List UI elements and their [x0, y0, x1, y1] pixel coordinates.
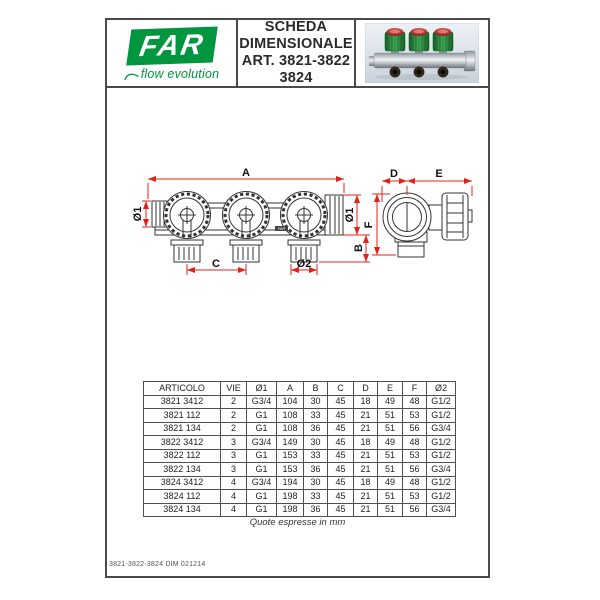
table-cell: 45 [328, 503, 354, 517]
table-header-cell: E [378, 382, 403, 396]
table-cell: 149 [277, 436, 304, 450]
far-logo-text: FAR [136, 27, 207, 63]
dim-label-a: A [242, 167, 250, 179]
table-cell: G3/4 [247, 476, 277, 490]
side-outlet [398, 242, 424, 257]
table-cell: 18 [354, 395, 378, 409]
table-cell: 198 [277, 490, 304, 504]
table-cell: 3 [221, 436, 247, 450]
table-cell: 30 [304, 395, 328, 409]
table-cell: 51 [378, 449, 403, 463]
table-cell: 45 [328, 449, 354, 463]
table-cell: G1 [247, 422, 277, 436]
table-cell: 30 [304, 436, 328, 450]
table-cell: 48 [403, 476, 427, 490]
table-cell: 48 [403, 436, 427, 450]
table-row [144, 503, 456, 517]
valve-front [281, 192, 328, 239]
table-cell: 3821 134 [144, 422, 221, 436]
table-cell: 33 [304, 409, 328, 423]
table-cell: 104 [277, 395, 304, 409]
side-knob [442, 193, 472, 240]
title-line-3: ART. 3821-3822 [241, 53, 351, 69]
dim-label-phi1-right: Ø1 [344, 207, 356, 223]
table-cell: 3822 112 [144, 449, 221, 463]
table-cell: 36 [304, 503, 328, 517]
table-header-cell: A [277, 382, 304, 396]
dimension-table-header-row [144, 382, 456, 396]
table-cell: 53 [403, 449, 427, 463]
title-line-2: DIMENSIONALE [239, 35, 353, 52]
table-cell: 2 [221, 409, 247, 423]
table-header-cell: B [304, 382, 328, 396]
outlet-port [230, 240, 262, 262]
table-cell: 56 [403, 503, 427, 517]
table-row [144, 449, 456, 463]
table-cell: G1 [247, 449, 277, 463]
table-cell: 48 [403, 395, 427, 409]
product-photo [356, 20, 488, 86]
table-header-cell: Ø2 [427, 382, 456, 396]
table-header-cell: D [354, 382, 378, 396]
table-cell: 36 [304, 463, 328, 477]
valve-knob-icon [385, 28, 405, 54]
table-cell: 33 [304, 490, 328, 504]
table-row [144, 422, 456, 436]
table-row [144, 436, 456, 450]
table-cell: 51 [378, 463, 403, 477]
table-row [144, 476, 456, 490]
table-header-cell: ARTICOLO [144, 382, 221, 396]
table-cell: 51 [378, 422, 403, 436]
table-cell: 21 [354, 503, 378, 517]
sheet-header [107, 20, 488, 88]
table-cell: 4 [221, 503, 247, 517]
table-row [144, 463, 456, 477]
table-cell: G1 [247, 490, 277, 504]
table-cell: 4 [221, 490, 247, 504]
table-cell: G3/4 [427, 503, 456, 517]
valve-front [223, 192, 270, 239]
table-cell: 45 [328, 463, 354, 477]
dimension-table-body [144, 395, 456, 517]
table-cell: 45 [328, 395, 354, 409]
table-header-cell: Ø1 [247, 382, 277, 396]
table-cell: 53 [403, 490, 427, 504]
table-cell: 3821 112 [144, 409, 221, 423]
table-caption: Quote espresse in mm [249, 517, 346, 528]
table-cell: 45 [328, 490, 354, 504]
table-cell: 49 [378, 436, 403, 450]
table-cell: G1/2 [427, 490, 456, 504]
table-cell: 3821 3412 [144, 395, 221, 409]
table-cell: 153 [277, 449, 304, 463]
table-cell: 45 [328, 476, 354, 490]
technical-drawing [100, 150, 500, 300]
table-cell: G1/2 [427, 436, 456, 450]
table-cell: 45 [328, 409, 354, 423]
dimension-table [143, 381, 456, 517]
table-cell: G3/4 [427, 463, 456, 477]
valve-knob-icon [433, 28, 453, 54]
table-cell: 21 [354, 463, 378, 477]
table-cell: 3824 112 [144, 490, 221, 504]
table-cell: 49 [378, 395, 403, 409]
table-cell: 21 [354, 449, 378, 463]
table-cell: 3822 3412 [144, 436, 221, 450]
table-cell: 21 [354, 409, 378, 423]
table-cell: 3 [221, 449, 247, 463]
far-logo-mark [126, 26, 218, 65]
table-cell: G1/2 [427, 409, 456, 423]
logo-tagline [124, 66, 220, 82]
table-header-cell: C [328, 382, 354, 396]
table-cell: 21 [354, 422, 378, 436]
table-cell: 108 [277, 409, 304, 423]
table-cell: G1/2 [427, 395, 456, 409]
manifold-photo-icon [365, 23, 479, 83]
table-cell: 3824 134 [144, 503, 221, 517]
table-cell: 49 [378, 476, 403, 490]
table-cell: 56 [403, 463, 427, 477]
table-cell: 21 [354, 490, 378, 504]
dim-label-d: D [390, 168, 398, 180]
table-row [144, 409, 456, 423]
table-cell: 45 [328, 422, 354, 436]
table-header-cell: F [403, 382, 427, 396]
document-code: 3821-3822-3824 DIM 021214 [109, 561, 206, 568]
table-cell: 3822 134 [144, 463, 221, 477]
table-cell: 30 [304, 476, 328, 490]
side-view [363, 168, 472, 257]
table-cell: 2 [221, 422, 247, 436]
dim-label-phi2: Ø2 [296, 258, 312, 270]
dim-label-f: F [363, 221, 375, 229]
table-cell: 51 [378, 409, 403, 423]
dim-label-b: B [353, 244, 365, 252]
table-cell: 51 [378, 503, 403, 517]
logo-swoosh-icon [124, 70, 140, 82]
front-view [132, 167, 370, 275]
table-cell: G1/2 [427, 449, 456, 463]
table-cell: 33 [304, 449, 328, 463]
outlet-port [171, 240, 203, 262]
table-cell: 4 [221, 476, 247, 490]
table-cell: 153 [277, 463, 304, 477]
table-cell: 3824 3412 [144, 476, 221, 490]
table-row [144, 490, 456, 504]
dim-label-phi1-left: Ø1 [132, 206, 144, 222]
table-cell: 3 [221, 463, 247, 477]
title-line-4: 3824 [279, 70, 313, 87]
table-cell: 36 [304, 422, 328, 436]
table-cell: 51 [378, 490, 403, 504]
table-cell: G3/4 [247, 395, 277, 409]
table-cell: 45 [328, 436, 354, 450]
table-cell: G3/4 [427, 422, 456, 436]
valve-knob-icon [409, 28, 429, 54]
table-cell: 2 [221, 395, 247, 409]
sheet-title [238, 20, 356, 86]
far-logo [107, 20, 238, 86]
outlet-icon [390, 67, 448, 77]
table-cell: 56 [403, 422, 427, 436]
table-row [144, 395, 456, 409]
table-cell: 198 [277, 503, 304, 517]
table-cell: G1 [247, 463, 277, 477]
table-cell: G1/2 [427, 476, 456, 490]
table-cell: 18 [354, 476, 378, 490]
table-cell: 194 [277, 476, 304, 490]
table-cell: 18 [354, 436, 378, 450]
table-cell: G1 [247, 409, 277, 423]
table-cell: 108 [277, 422, 304, 436]
table-cell: G3/4 [247, 436, 277, 450]
dim-label-e: E [435, 168, 443, 180]
dim-label-c: C [212, 258, 220, 270]
body-brand-text: FAR [277, 227, 286, 231]
table-header-cell: VIE [221, 382, 247, 396]
table-cell: 53 [403, 409, 427, 423]
logo-tagline-text: flow evolution [140, 66, 220, 81]
table-cell: G1 [247, 503, 277, 517]
valve-front [164, 192, 211, 239]
title-line-1: SCHEDA [264, 18, 328, 35]
